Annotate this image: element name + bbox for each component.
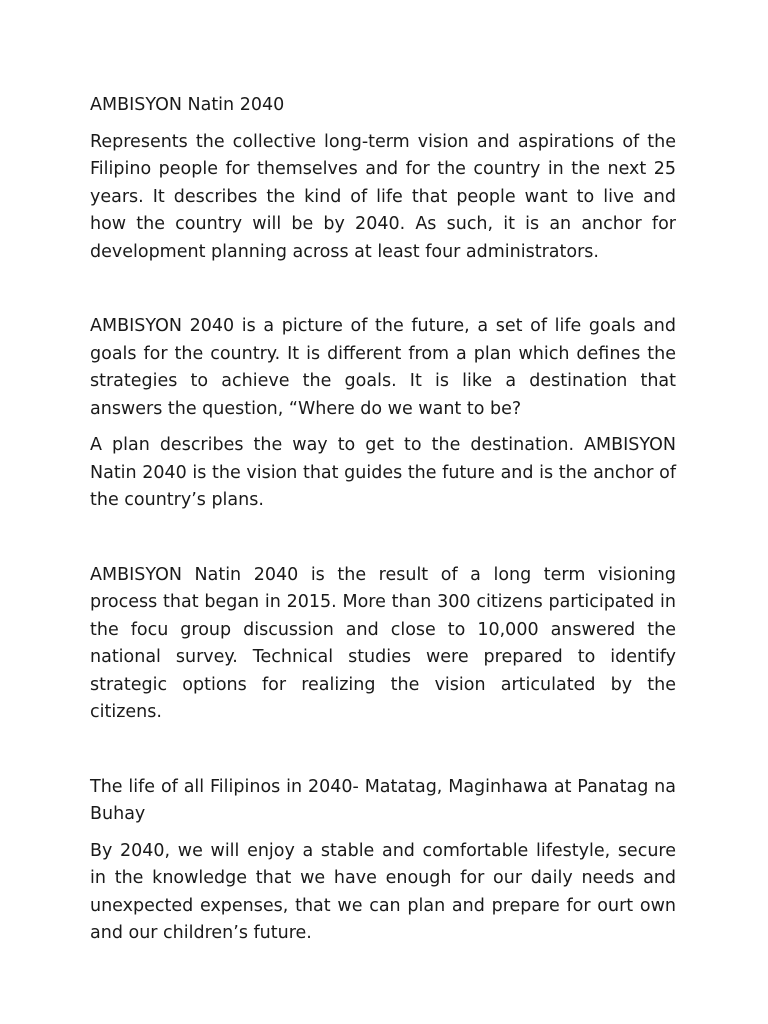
- document-body: [90, 92, 676, 948]
- document-title: AMBISYON Natin 2040: [90, 95, 285, 115]
- paragraph-plan-description: A plan describes the way to get to the destination. AMBISYON Natin 2040 is the vision that guides the future and is the anchor of the country’s plans.: [90, 435, 676, 510]
- paragraph-stable-lifestyle: By 2040, we will enjoy a stable and comfortable lifestyle, secure in the knowledge that we have enough for our daily needs and unexpected expenses, that we can plan and prepare for ourt own and our children’s future.: [90, 840, 676, 943]
- paragraph-picture-of-future: AMBISYON 2040 is a picture of the future, a set of life goals and goals for the country. It is different from a plan which defines the strategies to achieve the goals. It is like a destination that answers the question, “Where do we want to be?: [90, 316, 676, 419]
- paragraph-visioning-process: AMBISYON Natin 2040 is the result of a long term visioning process that began in 2015. More than 300 citizens participated in the focu group discussion and close to 10,000 answered the national survey. Technical studies were prepared to identify strategic options for realizing the vision articulated by the citizens.: [90, 564, 676, 722]
- paragraph-life-heading: The life of all Filipinos in 2040- Matatag, Maginhawa at Panatag na Buhay: [90, 776, 676, 824]
- paragraph-vision-definition: Represents the collective long-term vision and aspirations of the Filipino people for themselves and for the country in the next 25 years. It describes the kind of life that people want to live and how the country will be by 2040. As such, it is an anchor for development planning across at least four administrators.: [90, 131, 676, 262]
